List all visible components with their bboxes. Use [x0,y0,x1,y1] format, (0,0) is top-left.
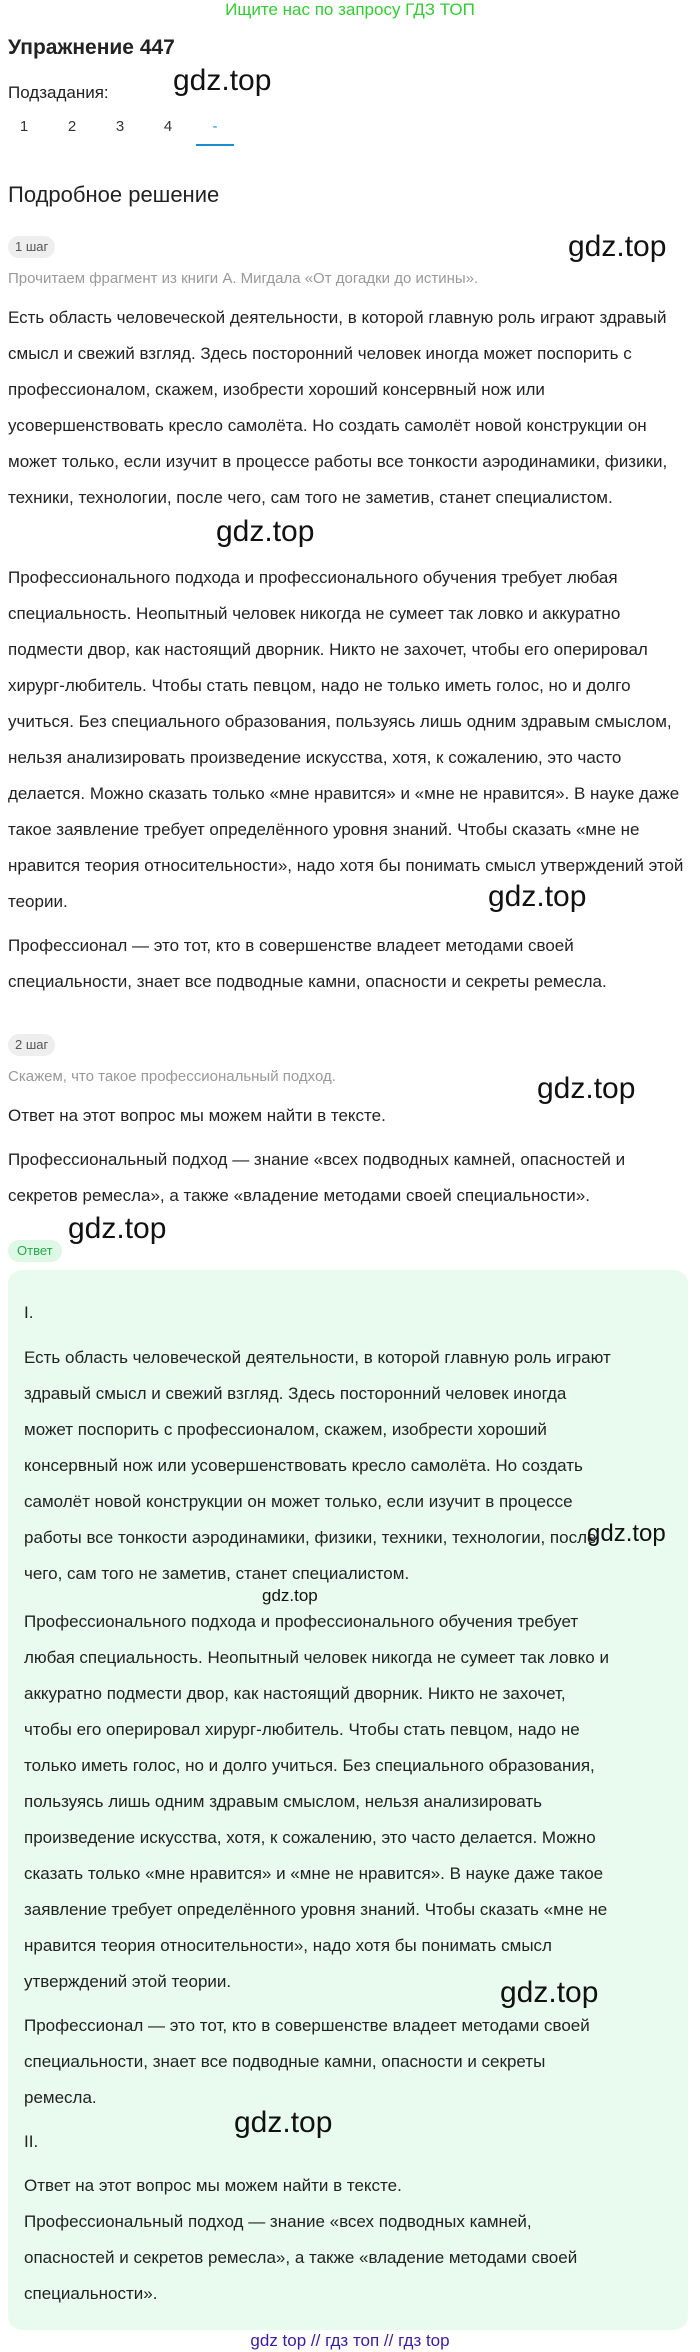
subtask-tab-1[interactable]: 1 [19,118,29,135]
subtask-tab-current[interactable]: - [196,112,234,146]
answer-part-heading: II. [24,2132,39,2151]
footer-links: gdz top // гдз топ // гдз top [250,2331,450,2350]
watermark: gdz.top [500,1976,599,2009]
step-badge: 1 шаг [8,236,55,258]
watermark: gdz.top [234,2106,333,2139]
subtask-tab-2[interactable]: 2 [67,118,77,135]
paragraph: Есть область человеческой деятельности, в которой главную роль играют здравый смысл и свежий взгляд. Здесь посторонний человек иногда может поспорить с профессионалом, скажем, изобрести хороший консервный нож или усовершенствовать кресло самолёта. Но создать самолёт новой конструкции он может только, если изучит в процессе работы все тонкости аэродинамики, физики, техники, технологии, после чего, сам того не заметив, станет специалистом. [8,308,668,507]
answer-paragraph: Профессиональный подход — знание «всех подводных камней, опасностей и секретов ремесла», а также «владение методами своей специальности». [24,2212,578,2303]
answer-paragraph: Профессионального подхода и профессионального обучения требует любая специальность. Неопытный человек никогда не сумеет так ловко и аккуратно подмести двор, как настоящий дворник. Никто не захочет, чтобы его оперировал хирург-любитель. Чтобы стать певцом, надо не только иметь голос, но и долго учиться. Без специального образования, пользуясь лишь одним здравым смыслом, нельзя анализировать произведение искусства, хотя, к сожалению, это часто делается. Можно сказать только «мне нравится» и «мне не нравится». В науке даже такое заявление требует определённого уровня знаний. Чтобы сказать «мне не нравится теория относительности», надо хотя бы понимать смысл утверждений этой теории. [24,1612,609,1991]
subtasks-label: Подзадания: [8,83,109,102]
watermark: gdz.top [173,64,272,97]
paragraph: Профессионал — это тот, кто в совершенстве владеет методами своей специальности, знает все подводные камни, опасности и секреты ремесла. [8,936,607,991]
answer-paragraph: Есть область человеческой деятельности, в которой главную роль играют здравый смысл и свежий взгляд. Здесь посторонний человек иногда может поспорить с профессионалом, скажем, изобрести хороший консервный нож или усовершенствовать кресло самолёта. Но создать самолёт новой конструкции он может только, если изучит в процессе работы все тонкости аэродинамики, физики, техники, технологии, после чего, сам того не заметив, станет специалистом. [24,1348,611,1583]
subtask-tabs [0,112,234,148]
step-description: Прочитаем фрагмент из книги А. Мигдала «От догадки до истины». [8,270,479,287]
paragraph: Профессиональный подход — знание «всех подводных камней, опасностей и секретов ремесла», а также «владение методами своей специальности». [8,1150,626,1205]
answer-badge: Ответ [8,1240,62,1262]
solution-title: Подробное решение [8,182,220,207]
answer-paragraph: Профессионал — это тот, кто в совершенстве владеет методами своей специальности, знает все подводные камни, опасности и секреты ремесла. [24,2016,590,2107]
watermark: gdz.top [68,1212,167,1245]
watermark: gdz.top [537,1072,636,1105]
answer-part-heading: I. [24,1303,34,1322]
exercise-title: Упражнение 447 [8,36,175,59]
watermark: gdz.top [216,515,315,548]
subtask-tab-4[interactable]: 4 [163,118,173,135]
answer-paragraph: Ответ на этот вопрос мы можем найти в тексте. [24,2176,402,2195]
step-badge: 2 шаг [8,1034,55,1056]
paragraph: Профессионального подхода и профессионального обучения требует любая специальность. Неопытный человек никогда не сумеет так ловко и аккуратно подмести двор, как настоящий дворник. Никто не захочет, чтобы его оперировал хирург-любитель. Чтобы стать певцом, надо не только иметь голос, но и долго учиться. Без специального образования, пользуясь лишь одним здравым смыслом, нельзя анализировать произведение искусства, хотя, к сожалению, это часто делается. Можно сказать только «мне нравится» и «мне не нравится». В науке даже такое заявление требует определённого уровня знаний. Чтобы сказать «мне не нравится теория относительности», надо хотя бы понимать смысл утверждений этой теории. [8,568,684,911]
watermark: gdz.top [488,880,587,913]
step-description: Скажем, что такое профессиональный подход. [8,1068,336,1085]
watermark: gdz.top [262,1586,318,1605]
subtask-tab-3[interactable]: 3 [115,118,125,135]
watermark: gdz.top [587,1520,666,1547]
paragraph: Ответ на этот вопрос мы можем найти в тексте. [8,1106,386,1125]
search-hint-banner: Ищите нас по запросу ГДЗ ТОП [225,0,475,19]
watermark: gdz.top [568,230,667,263]
